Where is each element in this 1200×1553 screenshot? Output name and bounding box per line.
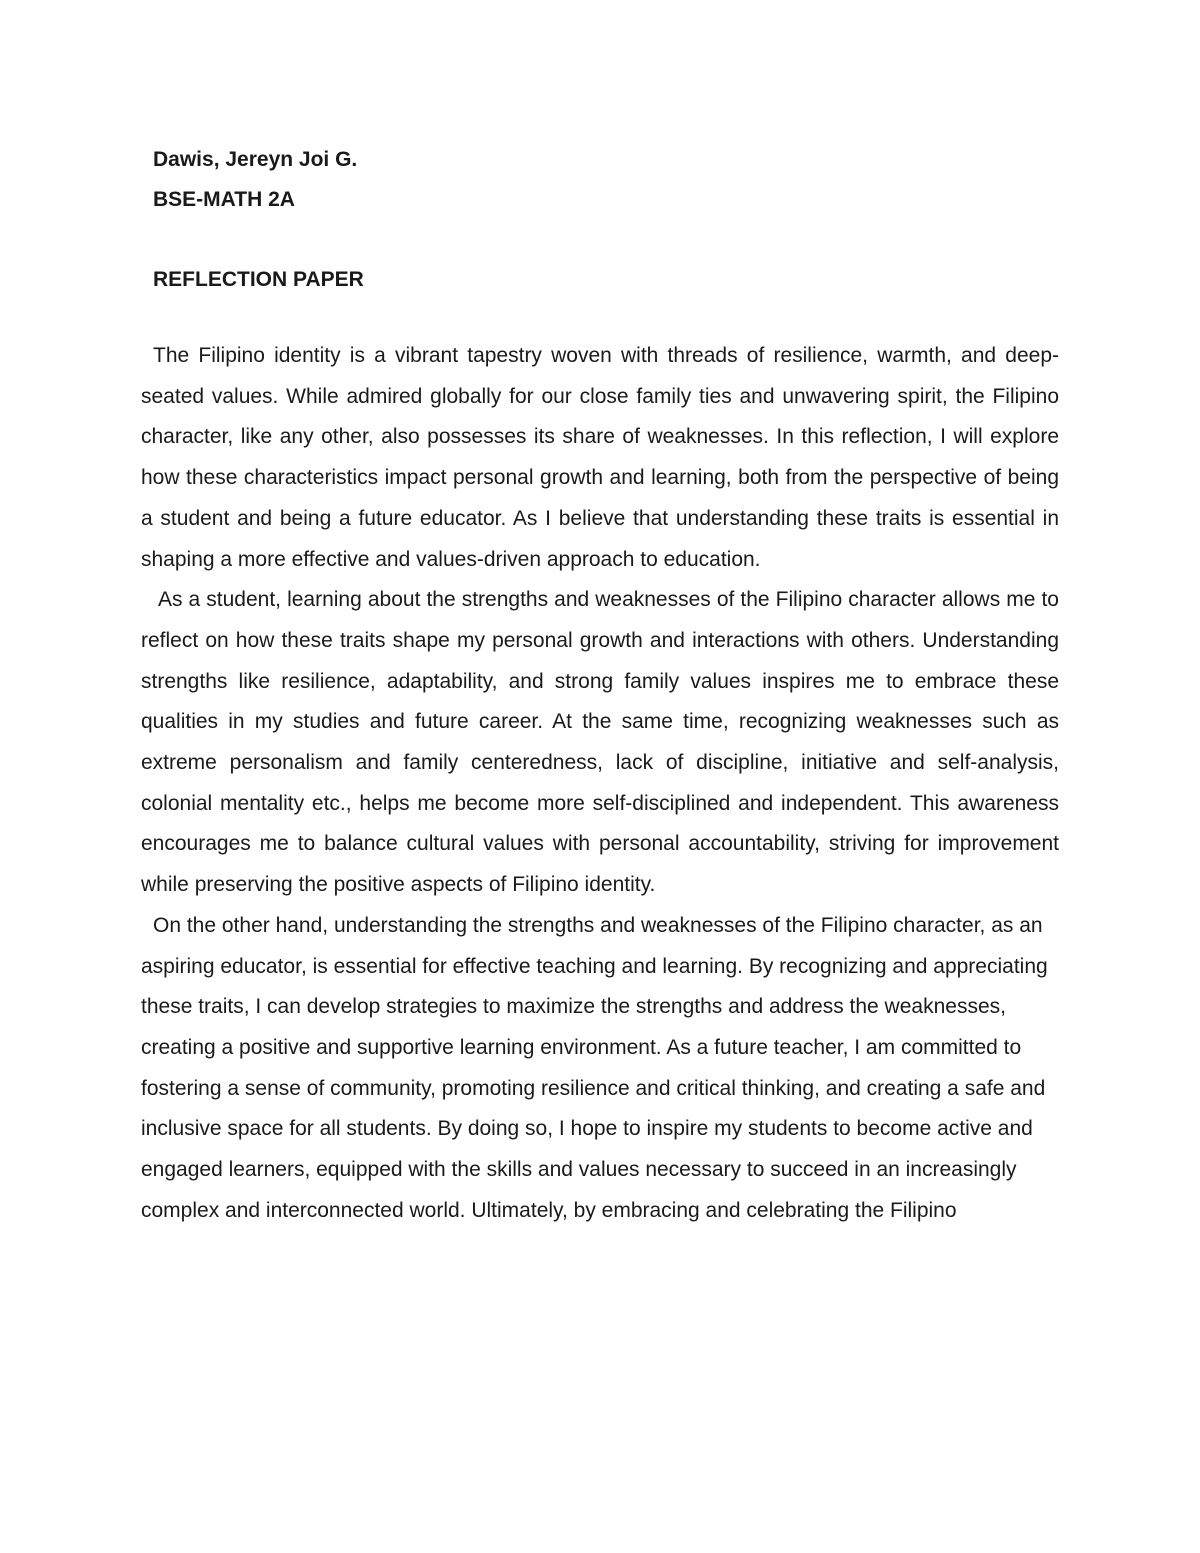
paragraph-text: The Filipino identity is a vibrant tapestry woven with threads of resilience, warmth, and deep-seated values. While admired globally for our close family ties and unwavering spirit, the Filipino character, like any other, also possesses its share of weaknesses. In this reflection, I will explore how these characteristics impact personal growth and learning, both from the perspective of being a student and being a future educator. As I believe that understanding these traits is essential in shaping a more effective and values-driven approach to education. — [141, 344, 1059, 571]
paragraph-text: As a student, learning about the strengths and weaknesses of the Filipino character allows me to reflect on how these traits shape my personal growth and interactions with others. Understanding strengths like resilience, adaptability, and strong family values inspires me to embrace these qualities in my studies and future career. At the same time, recognizing weaknesses such as extreme personalism and family centeredness, lack of discipline, initiative and self-analysis, colonial mentality etc., helps me become more self-disciplined and independent. This awareness encourages me to balance cultural values with personal accountability, striving for improvement while preserving the positive aspects of Filipino identity. — [141, 588, 1059, 897]
paragraph-introduction — [141, 336, 1059, 580]
document-body — [141, 140, 1059, 1231]
paragraph-educator-perspective — [141, 906, 1059, 1232]
document-title: REFLECTION PAPER — [153, 268, 364, 291]
author-name: Dawis, Jereyn Joi G. — [153, 148, 358, 171]
paragraph-text: On the other hand, understanding the strengths and weaknesses of the Filipino character, as an aspiring educator, is essential for effective teaching and learning. By recognizing and appreciating these traits, I can develop strategies to maximize the strengths and address the weaknesses, creating a positive and supportive learning environment. As a future teacher, I am committed to fostering a sense of community, promoting resilience and critical thinking, and creating a safe and inclusive space for all students. By doing so, I hope to inspire my students to become active and engaged learners, equipped with the skills and values necessary to succeed in an increasingly complex and interconnected world. Ultimately, by embracing and celebrating the Filipino — [141, 913, 1048, 1222]
course-section: BSE-MATH 2A — [153, 188, 295, 211]
paragraph-student-perspective — [141, 580, 1059, 906]
